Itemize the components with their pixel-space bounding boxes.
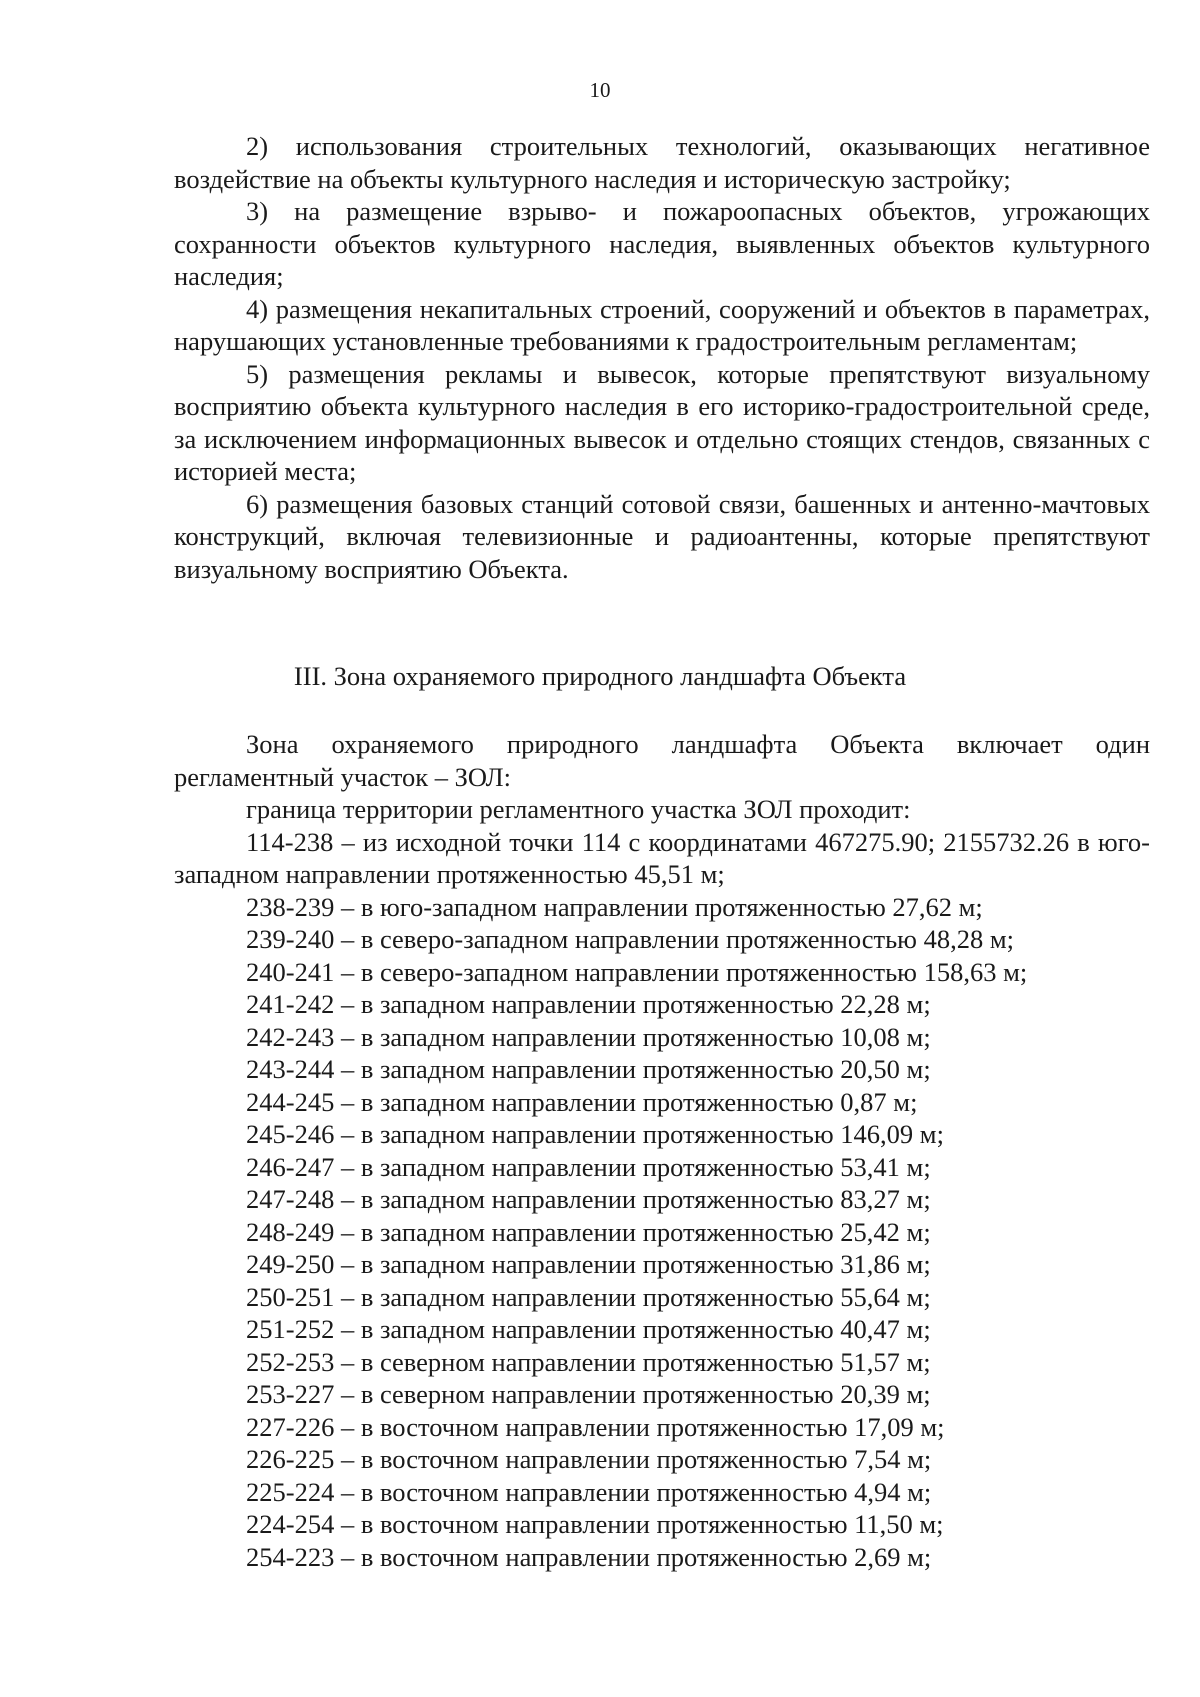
boundary-segment: 242-243 – в западном направлении протяженностью 10,08 м; [246,1021,931,1052]
zone-intro: Зона охраняемого природного ландшафта Объекта включает один регламентный участок – ЗОЛ: [174,729,1150,792]
restriction-item: 2) использования строительных технологий, оказывающих негативное воздействие на объекты культурного наследия и историческую застройку; [174,131,1150,194]
boundary-segment: 244-245 – в западном направлении протяженностью 0,87 м; [246,1086,918,1117]
zone-description [174,728,1150,1573]
section-heading: III. Зона охраняемого природного ландшафта Объекта [293,661,907,691]
page-number: 10 [589,78,611,102]
boundary-segment: 249-250 – в западном направлении протяженностью 31,86 м; [246,1249,931,1279]
boundary-segment: 239-240 – в северо-западном направлении протяженностью 48,28 м; [246,924,1014,954]
boundary-segment: 243-244 – в западном направлении протяженностью 20,50 м; [246,1054,931,1084]
boundary-segment: 246-247 – в западном направлении протяженностью 53,41 м; [246,1151,931,1182]
boundary-segment: 252-253 – в северном направлении протяженностью 51,57 м; [246,1346,931,1377]
boundary-segment: 224-254 – в восточном направлении протяженностью 11,50 м; [246,1509,944,1539]
boundary-segment: 253-227 – в северном направлении протяженностью 20,39 м; [246,1379,931,1409]
boundary-intro: граница территории регламентного участка ЗОЛ проходит: [246,794,911,824]
boundary-segment: 251-252 – в западном направлении протяженностью 40,47 м; [246,1314,931,1344]
boundary-segment: 245-246 – в западном направлении протяженностью 146,09 м; [246,1119,944,1149]
restriction-item: 3) на размещение взрыво- и пожароопасных объектов, угрожающих сохранности объектов культурного наследия, выявленных объектов культурного наследия; [174,196,1150,291]
boundary-segment: 241-242 – в западном направлении протяженностью 22,28 м; [246,989,931,1019]
boundary-segment: 247-248 – в западном направлении протяженностью 83,27 м; [246,1184,931,1214]
restriction-item: 5) размещения рекламы и вывесок, которые препятствуют визуальному восприятию объекта культурного наследия в его историко-градостроительной среде, за исключением информационных вывесок и отдельно стоящих стендов, связанных с историей места; [174,358,1150,486]
boundary-segment: 250-251 – в западном направлении протяженностью 55,64 м; [246,1281,931,1312]
boundary-segment: 240-241 – в северо-западном направлении протяженностью 158,63 м; [246,956,1028,987]
boundary-segment: 227-226 – в восточном направлении протяженностью 17,09 м; [246,1411,945,1442]
boundary-segment: 254-223 – в восточном направлении протяженностью 2,69 м; [246,1541,932,1572]
boundary-segment: 238-239 – в юго-западном направлении протяженностью 27,62 м; [246,891,983,922]
boundary-segment: 248-249 – в западном направлении протяженностью 25,42 м; [246,1216,931,1247]
boundary-segment: 225-224 – в восточном направлении протяженностью 4,94 м; [246,1476,932,1507]
boundary-segment: 226-225 – в восточном направлении протяженностью 7,54 м; [246,1444,932,1474]
restrictions-list [174,130,1150,585]
restriction-item: 4) размещения некапитальных строений, сооружений и объектов в параметрах, нарушающих установленные требованиями к градостроительным регламентам; [174,293,1150,356]
boundary-segment-first: 114-238 – из исходной точки 114 с координатами 467275.90; 2155732.26 в юго-западном направлении протяженностью 45,51 м; [174,826,1150,889]
restriction-item: 6) размещения базовых станций сотовой связи, башенных и антенно-мачтовых конструкций, включая телевизионные и радиоантенны, которые препятствуют визуальному восприятию Объекта. [174,488,1150,584]
